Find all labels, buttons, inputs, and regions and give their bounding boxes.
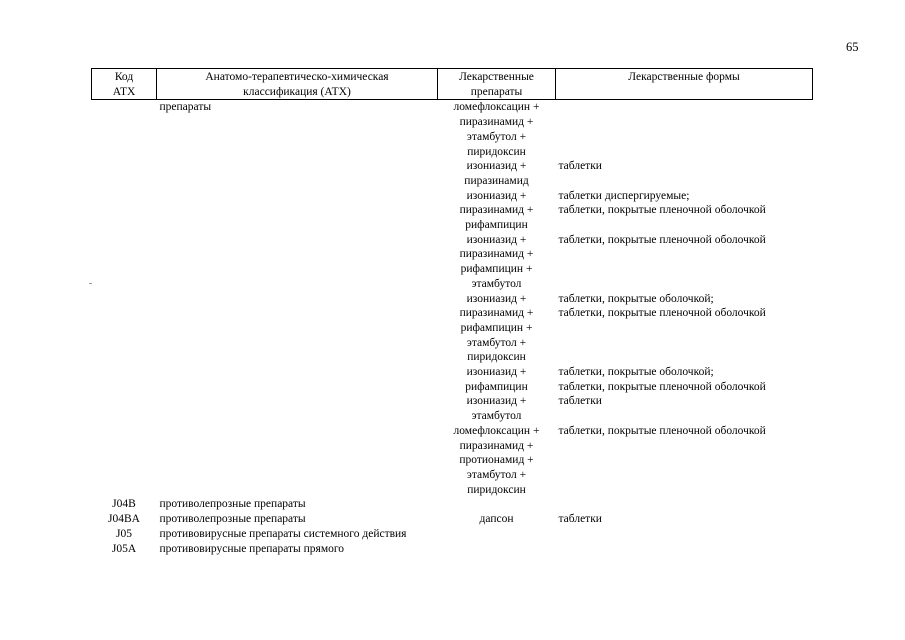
drug-line: изониазид + xyxy=(466,189,527,202)
drug-line: этамбутол + xyxy=(466,468,527,481)
atx-code-cell: J05A xyxy=(111,542,137,555)
table-row xyxy=(92,527,813,542)
dosage-form-line: таблетки диспергируемые; xyxy=(558,189,690,202)
atx-classification-cell xyxy=(157,189,438,233)
atx-classification-cell xyxy=(157,424,438,498)
header-classification: Анатомо-терапевтическо-химическая классификация (АТХ) xyxy=(157,69,438,100)
drug-line: рифампицин xyxy=(465,380,528,393)
dosage-form-cell xyxy=(556,159,813,188)
drug-line: изониазид + xyxy=(466,292,527,305)
dosage-form-line: таблетки, покрытые пленочной оболочкой xyxy=(558,233,766,246)
drug-cell xyxy=(438,527,556,542)
atx-code-cell xyxy=(92,424,157,498)
dosage-form-line: таблетки, покрытые пленочной оболочкой xyxy=(558,424,766,437)
dosage-form-line: таблетки, покрытые пленочной оболочкой xyxy=(558,204,766,217)
drug-line: изониазид + xyxy=(466,160,527,173)
drug-cell xyxy=(438,365,556,394)
drug-line: дапсон xyxy=(479,513,514,526)
atx-code-cell: J04BA xyxy=(108,513,140,526)
table-row xyxy=(92,424,813,498)
atx-classification-cell xyxy=(157,233,438,292)
drug-line: этамбутол + xyxy=(466,130,527,143)
dosage-form-cell xyxy=(556,512,813,527)
header-code: Код АТХ xyxy=(92,69,157,100)
atx-classification-cell xyxy=(157,292,438,366)
atx-code-cell xyxy=(92,189,157,233)
dosage-form-cell xyxy=(556,365,813,394)
drug-line: ломефлоксацин + xyxy=(453,424,540,437)
atx-classification-cell: противолепрозные препараты xyxy=(159,498,306,511)
dosage-form-line: таблетки xyxy=(558,513,602,526)
atx-table xyxy=(91,68,813,556)
table-row xyxy=(92,189,813,233)
table-row xyxy=(92,497,813,512)
dosage-form-line: таблетки, покрытые пленочной оболочкой xyxy=(558,307,766,320)
drug-line: пиридоксин xyxy=(467,483,526,496)
drug-cell xyxy=(438,394,556,423)
drug-cell xyxy=(438,424,556,498)
drug-line: изониазид + xyxy=(466,366,527,379)
atx-classification-cell xyxy=(157,159,438,188)
drug-cell xyxy=(438,542,556,557)
drug-line: рифампицин + xyxy=(460,321,533,334)
page-number: 65 xyxy=(846,40,859,54)
atx-code-cell xyxy=(92,292,157,366)
atx-code-cell: J05 xyxy=(116,527,132,540)
dosage-form-line: таблетки, покрытые пленочной оболочкой xyxy=(558,380,766,393)
atx-code-cell xyxy=(92,233,157,292)
atx-classification-cell xyxy=(157,365,438,394)
table-header-row xyxy=(92,69,813,100)
drug-cell xyxy=(438,292,556,366)
table-body xyxy=(92,100,813,556)
drug-line: этамбутол xyxy=(471,277,522,290)
drug-cell xyxy=(438,233,556,292)
atx-classification-cell: противовирусные препараты прямого xyxy=(159,542,345,555)
header-drugs: Лекарственные препараты xyxy=(438,69,556,100)
drug-line: пиразинамид xyxy=(464,174,529,187)
dosage-form-line: таблетки, покрытые оболочкой; xyxy=(558,292,714,305)
dosage-form-cell xyxy=(556,292,813,366)
atx-classification-cell: противолепрозные препараты xyxy=(159,513,306,526)
drug-line: ломефлоксацин + xyxy=(453,101,540,114)
table-row xyxy=(92,365,813,394)
dosage-form-cell xyxy=(556,527,813,542)
table-row xyxy=(92,100,813,159)
header-forms: Лекарственные формы xyxy=(556,69,813,100)
drug-line: пиразинамид + xyxy=(459,439,534,452)
drug-line: этамбутол xyxy=(471,410,522,423)
dosage-form-cell xyxy=(556,189,813,233)
drug-line: изониазид + xyxy=(466,233,527,246)
drug-line: рифампицин xyxy=(465,219,528,232)
drug-cell xyxy=(438,512,556,527)
atx-classification-cell xyxy=(157,394,438,423)
table-row xyxy=(92,512,813,527)
drug-line: пиразинамид + xyxy=(459,248,534,261)
drug-line: изониазид + xyxy=(466,395,527,408)
table-row xyxy=(92,542,813,557)
dosage-form-cell xyxy=(556,542,813,557)
atx-code-cell xyxy=(92,394,157,423)
drug-line: этамбутол + xyxy=(466,336,527,349)
atx-code-cell xyxy=(92,100,157,159)
drug-line: пиридоксин xyxy=(467,145,526,158)
drug-cell xyxy=(438,189,556,233)
drug-cell xyxy=(438,100,556,159)
dosage-form-line: таблетки, покрытые оболочкой; xyxy=(558,366,714,379)
dosage-form-cell xyxy=(556,394,813,423)
dosage-form-line: таблетки xyxy=(558,160,602,173)
table-row xyxy=(92,159,813,188)
atx-classification-cell: противовирусные препараты системного действия xyxy=(159,527,407,540)
dosage-form-cell xyxy=(556,100,813,159)
atx-code-cell: J04B xyxy=(112,498,136,511)
drug-cell xyxy=(438,497,556,512)
drug-line: пиразинамид + xyxy=(459,204,534,217)
table-row xyxy=(92,292,813,366)
dosage-form-cell xyxy=(556,233,813,292)
drug-line: пиразинамид + xyxy=(459,116,534,129)
drug-cell xyxy=(438,159,556,188)
drug-line: пиразинамид + xyxy=(459,307,534,320)
drug-line: протионамид + xyxy=(459,454,534,467)
atx-classification-cell: препараты xyxy=(159,101,212,114)
dosage-form-cell xyxy=(556,424,813,498)
drug-line: пиридоксин xyxy=(467,351,526,364)
atx-code-cell xyxy=(92,365,157,394)
dosage-form-cell xyxy=(556,497,813,512)
table-row xyxy=(92,394,813,423)
dosage-form-line: таблетки xyxy=(558,395,602,408)
drug-line: рифампицин + xyxy=(460,263,533,276)
atx-code-cell xyxy=(92,159,157,188)
table-row xyxy=(92,233,813,292)
